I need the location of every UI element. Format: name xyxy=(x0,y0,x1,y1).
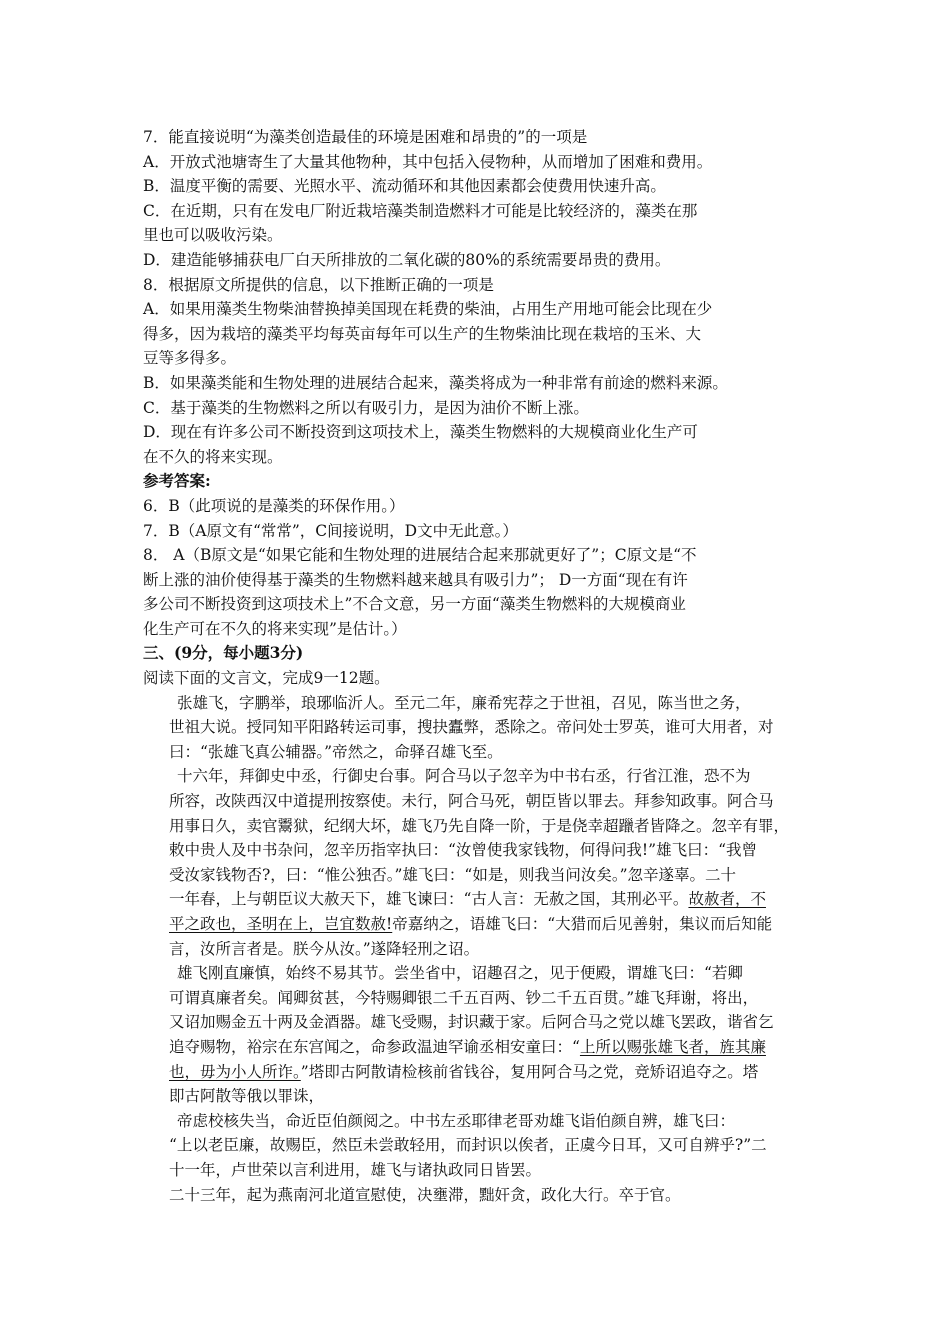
answer-7: 7．B（A原文有“常常”，C间接说明，D文中无此意。） xyxy=(143,521,518,540)
passage-line xyxy=(143,912,808,937)
passage-line: “上以老臣廉，故赐臣，然臣未尝敢轻用，而封识以俟者，正虞今日耳，又可自辨乎?”二 xyxy=(169,1136,767,1155)
question-7-option-a: A．开放式池塘寄生了大量其他物种，其中包括入侵物种，从而增加了困难和费用。 xyxy=(143,152,713,171)
passage-line: 又诏加赐金五十两及金酒器。雄飞受赐，封识藏于家。后阿合马之党以雄飞罢政，谐省乞 xyxy=(169,1013,774,1032)
underlined-sentence: 也，毋为小人所诈。 xyxy=(169,1062,301,1081)
question-8-stem: 8．根据原文所提供的信息，以下推断正确的一项是 xyxy=(143,275,494,294)
question-7-option-b: B．温度平衡的需要、光照水平、流动循环和其他因素都会使费用快速升高。 xyxy=(143,177,666,196)
passage-paragraph-2: 十六年，拜御史中丞，行御史台事。阿合马以子忽辛为中书右丞，行省江淮，恐不为 xyxy=(177,767,751,786)
question-8 xyxy=(143,273,808,470)
answer-8-cont: 多公司不断投资到这项技术上”不合文意，另一方面“藻类生物燃料的大规模商业 xyxy=(143,595,686,614)
answer-8-cont: 断上涨的油价使得基于藻类的生物燃料越来越具有吸引力”； D一方面“现在有许 xyxy=(143,570,688,589)
answer-key-heading: 参考答案: xyxy=(143,471,211,491)
passage-line: 所容，改陕西汉中道提刑按察使。未行，阿合马死，朝臣皆以罪去。拜参知政事。阿合马 xyxy=(169,792,774,811)
passage-line xyxy=(143,1035,808,1060)
passage-line xyxy=(143,1060,808,1085)
passage-paragraph-3: 雄飞刚直廉慎，始终不易其节。尝坐省中，诏趣召之，见于便殿，谓雄飞曰：“若卿 xyxy=(177,964,743,983)
passage-line: 世祖大说。授同知平阳路转运司事，搜抉蠹弊，悉除之。帝问处士罗英，谁可大用者，对 xyxy=(169,718,774,737)
passage-text: 追夺赐物，裕宗在东宫闻之，命参政温迪罕谕丞相安童曰：“ xyxy=(169,1037,580,1056)
answer-key xyxy=(143,469,808,641)
passage-paragraph-5: 二十三年，起为燕南河北道宣慰使，决壅滞，黜奸贪，政化大行。卒于官。 xyxy=(169,1185,681,1204)
section-3-heading: 三、(9分，每小题3分) xyxy=(143,643,304,663)
passage-text: ”塔即古阿散请检核前省钱谷，复用阿合马之党，竞矫诏追夺之。塔 xyxy=(300,1062,759,1081)
underlined-sentence: 故赦者，不 xyxy=(688,890,766,909)
answer-8-cont: 化生产可在不久的将来实现”是估计。） xyxy=(143,619,407,638)
underlined-sentence: 上所以赐张雄飞者，旌其廉 xyxy=(579,1037,766,1056)
question-8-option-a: A．如果用藻类生物柴油替换掉美国现在耗费的柴油，占用生产用地可能会比现在少 xyxy=(143,300,713,319)
section-3 xyxy=(143,641,808,690)
question-8-option-a-cont: 豆等多得多。 xyxy=(143,349,237,368)
question-7-option-c-cont: 里也可以吸收污染。 xyxy=(143,226,283,245)
question-8-option-c: C．基于藻类的生物燃料之所以有吸引力，是因为油价不断上涨。 xyxy=(143,398,589,417)
question-8-option-d-cont: 在不久的将来实现。 xyxy=(143,447,283,466)
question-8-option-a-cont: 得多，因为栽培的藻类平均每英亩每年可以生产的生物柴油比现在栽培的玉米、大 xyxy=(143,324,702,343)
underlined-sentence: 平之政也，圣明在上，岂宜数赦! xyxy=(169,915,393,933)
document-body xyxy=(143,125,808,1207)
question-7-stem: 7．能直接说明“为藻类创造最佳的环境是困难和昂贵的”的一项是 xyxy=(143,128,588,146)
classical-passage xyxy=(143,691,808,1207)
answer-6: 6．B（此项说的是藻类的环保作用。） xyxy=(143,496,405,515)
passage-paragraph-4: 帝虑校核失当，命近臣伯颜阅之。中书左丞耶律老哥劝雄飞诣伯颜自辨，雄飞曰： xyxy=(177,1111,736,1130)
question-8-option-b: B．如果藻类能和生物处理的进展结合起来，藻类将成为一种非常有前途的燃料来源。 xyxy=(143,373,728,392)
passage-line xyxy=(143,887,808,912)
answer-8: 8． A（B原文是“如果它能和生物处理的进展结合起来那就更好了”；C原文是“不 xyxy=(143,546,697,565)
question-7-option-d: D．建造能够捕获电厂白天所排放的二氧化碳的80%的系统需要昂贵的费用。 xyxy=(143,250,671,269)
question-8-option-d: D．现在有许多公司不断投资到这项技术上，藻类生物燃料的大规模商业化生产可 xyxy=(143,423,698,442)
passage-paragraph-1: 张雄飞，字鹏举，琅琊临沂人。至元二年，廉希宪荐之于世祖，召见，陈当世之务， xyxy=(177,693,751,712)
passage-line: 十一年，卢世荣以言利进用，雄飞与诸执政同日皆罢。 xyxy=(169,1160,542,1179)
passage-text: 一年春，上与朝臣议大赦天下，雄飞谏曰：“古人言：无赦之国，其刑必平。 xyxy=(169,890,689,909)
passage-line: 即古阿散等俄以罪诛， xyxy=(169,1087,325,1106)
passage-line: 言，汝所言者是。朕今从汝。”遂降轻刑之诏。 xyxy=(169,939,480,958)
passage-text: 帝嘉纳之，语雄飞曰：“大猎而后见善射，集议而后知能 xyxy=(392,915,773,933)
passage-line: 受汝家钱物否?，曰：“惟公独否。”雄飞曰：“如是，则我当问汝矣。”忽辛遂辜。二十 xyxy=(169,865,737,884)
passage-line: 可谓真廉者矣。闻卿贫甚，今特赐卿银二千五百两、钞二千五百贯。”雄飞拜谢，将出， xyxy=(169,988,759,1007)
question-7 xyxy=(143,125,808,273)
passage-line: 用事日久，卖官鬻狱，纪纲大坏，雄飞乃先自降一阶，于是侥幸超躐者皆降之。忽辛有罪， xyxy=(169,816,790,835)
passage-line: 曰：“张雄飞真公辅器。”帝然之，命驿召雄飞至。 xyxy=(169,742,503,761)
passage-line: 敕中贵人及中书杂问，忽辛历指宰执曰：“汝曾使我家钱物，何得问我!”雄飞曰：“我曾 xyxy=(169,841,758,860)
section-3-instruction: 阅读下面的文言文，完成9一12题。 xyxy=(143,669,390,688)
question-7-option-c: C．在近期，只有在发电厂附近栽培藻类制造燃料才可能是比较经济的，藻类在那 xyxy=(143,201,698,220)
